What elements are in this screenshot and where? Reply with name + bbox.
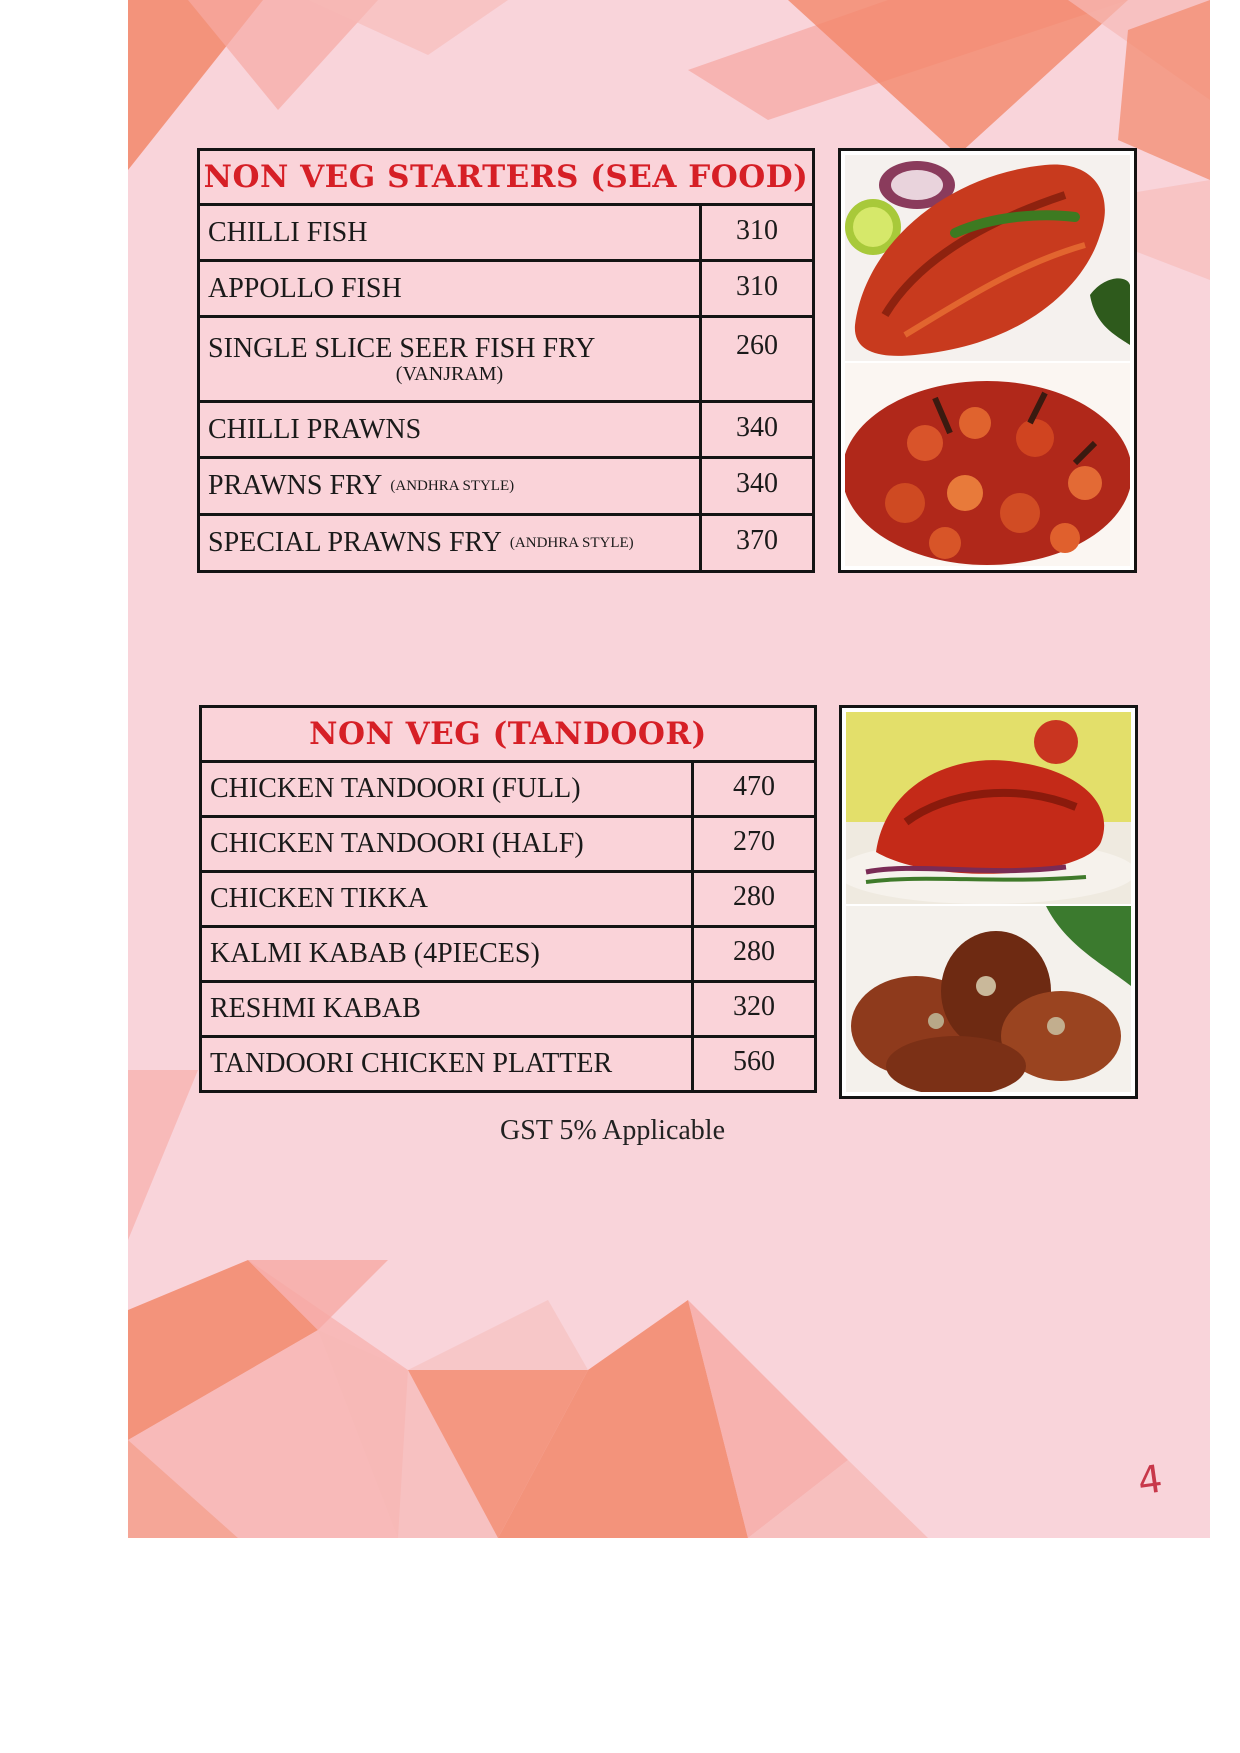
item-name: CHILLI FISH bbox=[208, 216, 368, 248]
menu-row bbox=[202, 1038, 814, 1090]
menu-row bbox=[200, 206, 812, 262]
tandoori-chicken-photo bbox=[846, 712, 1131, 904]
item-name: CHICKEN TANDOORI (FULL) bbox=[210, 773, 581, 804]
menu-row bbox=[200, 516, 812, 570]
item-name: RESHMI KABAB bbox=[210, 993, 421, 1024]
item-price: 560 bbox=[733, 1046, 775, 1077]
item-price: 270 bbox=[733, 826, 775, 857]
item-name: APPOLLO FISH bbox=[208, 272, 402, 304]
tandoor-table bbox=[199, 705, 817, 1093]
item-price: 470 bbox=[733, 771, 775, 802]
menu-row bbox=[202, 928, 814, 983]
menu-row bbox=[202, 763, 814, 818]
item-price: 340 bbox=[736, 411, 778, 443]
chilli-prawns-photo bbox=[845, 363, 1130, 566]
item-price: 370 bbox=[736, 525, 778, 556]
fish-fry-photo bbox=[845, 155, 1130, 361]
item-subtitle: (VANJRAM) bbox=[395, 362, 504, 385]
item-price: 280 bbox=[733, 881, 775, 912]
item-price: 260 bbox=[736, 330, 778, 361]
kabab-photo bbox=[846, 906, 1131, 1092]
menu-row bbox=[200, 262, 812, 318]
item-name: CHILLI PRAWNS bbox=[208, 413, 422, 445]
item-price: 340 bbox=[736, 468, 778, 499]
gst-note: GST 5% Applicable bbox=[500, 1115, 726, 1146]
menu-page bbox=[128, 0, 1210, 1538]
item-price: 310 bbox=[736, 270, 778, 302]
item-name: SPECIAL PRAWNS FRY bbox=[208, 527, 502, 558]
item-price: 280 bbox=[733, 936, 775, 967]
menu-row bbox=[202, 873, 814, 928]
item-note: (ANDHRA STYLE) bbox=[509, 534, 634, 551]
tandoor-photo-frame bbox=[839, 705, 1138, 1099]
item-price: 320 bbox=[733, 991, 775, 1022]
menu-row bbox=[200, 459, 812, 516]
item-name: TANDOORI CHICKEN PLATTER bbox=[210, 1048, 613, 1079]
section-title: NON VEG STARTERS (SEA FOOD) bbox=[200, 151, 812, 206]
item-name: CHICKEN TANDOORI (HALF) bbox=[210, 828, 584, 859]
menu-row bbox=[202, 818, 814, 873]
item-name: KALMI KABAB (4PIECES) bbox=[210, 938, 540, 969]
menu-row bbox=[200, 403, 812, 459]
item-name: PRAWNS FRY bbox=[208, 470, 383, 501]
item-price: 310 bbox=[736, 214, 778, 246]
item-name: CHICKEN TIKKA bbox=[210, 883, 429, 914]
seafood-photo-frame bbox=[838, 148, 1137, 573]
item-note: (ANDHRA STYLE) bbox=[390, 477, 515, 494]
item-name: SINGLE SLICE SEER FISH FRY bbox=[208, 332, 596, 364]
page-number: 4 bbox=[1135, 1456, 1166, 1504]
seafood-starters-table bbox=[197, 148, 815, 573]
menu-row bbox=[202, 983, 814, 1038]
menu-row bbox=[200, 318, 812, 403]
section-title: NON VEG (TANDOOR) bbox=[202, 708, 814, 763]
